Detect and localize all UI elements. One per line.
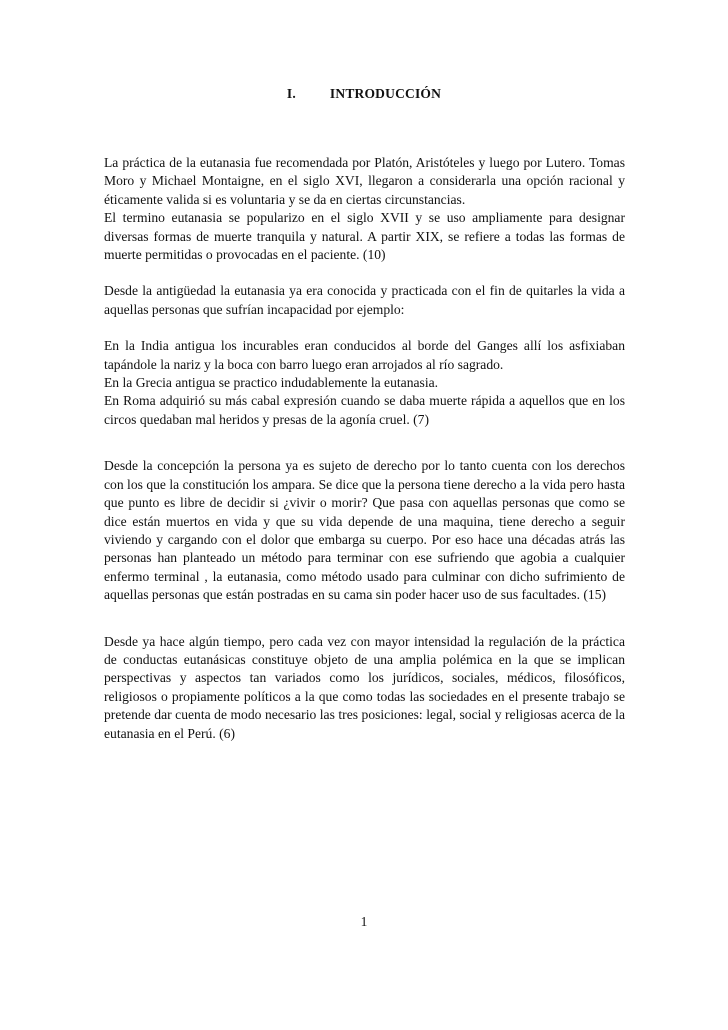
- paragraph-line: El termino eutanasia se popularizo en el siglo XVII y se uso ampliamente para designar diversas formas de muerte tranquila y natural. A partir XIX, se refiere a todas las formas de muerte permitidas o provocadas en el paciente. (10): [104, 210, 625, 263]
- document-body: [104, 154, 625, 743]
- paragraph-4: [104, 457, 625, 604]
- section-number: I.: [286, 86, 296, 101]
- paragraph-line: En Roma adquirió su más cabal expresión cuando se daba muerte rápida a aquellos que en los circos quedaban mal heridos y presas de la agonía cruel. (7): [104, 393, 625, 427]
- section-title: INTRODUCCIÓN: [329, 86, 442, 101]
- paragraph-2: [104, 282, 625, 319]
- paragraph-line: Desde ya hace algún tiempo, pero cada vez con mayor intensidad la regulación de la práctica de conductas eutanásicas constituye objeto de una amplia polémica en la que se implican perspectivas y aspectos tan variados como los jurídicos, sociales, médicos, filosóficos, religiosos o propiamente políticos a la que como todas las sociedades en el presente trabajo se pretende dar cuenta de modo necesario las tres posiciones: legal, social y religiosas acerca de la eutanasia en el Perú. (6): [104, 633, 625, 741]
- paragraph-line: En la Grecia antigua se practico indudablemente la eutanasia.: [104, 375, 439, 391]
- paragraph-line: Desde la concepción la persona ya es sujeto de derecho por lo tanto cuenta con los derechos con los que la constitución los ampara. Se dice que la persona tiene derecho a la vida pero hasta que punto es libre de decidir si ¿vivir o morir? Que pasa con aquellas personas que como se dice están muertos en vida y que su vida depende de una maquina, tiene derecho a seguir viviendo y cargando con el dolor que embarga su cuerpo. Por eso hace una décadas atrás las personas han planteado un método para terminar con ese sufriendo que agobia a cualquier enfermo terminal , la eutanasia, como método usado para culminar con dicho sufrimiento de aquellas personas que están postradas en su cama sin poder hacer uso de sus facultades. (15): [104, 458, 625, 603]
- paragraph-line: La práctica de la eutanasia fue recomendada por Platón, Aristóteles y luego por Lutero. Tomas Moro y Michael Montaigne, en el siglo XVI, llegaron a considerarla una opción racional y éticamente valida si es voluntaria y se da en ciertas circunstancias.: [104, 155, 625, 207]
- paragraph-3: [104, 337, 625, 429]
- page-number: 1: [360, 914, 368, 929]
- paragraph-5: [104, 633, 625, 743]
- paragraph-line: En la India antigua los incurables eran conducidos al borde del Ganges allí los asfixiaban tapándole la nariz y la boca con barro luego eran arrojados al río sagrado.: [104, 338, 625, 372]
- paragraph-1: [104, 154, 625, 264]
- paragraph-line: Desde la antigüedad la eutanasia ya era conocida y practicada con el fin de quitarles la vida a aquellas personas que sufrían incapacidad por ejemplo:: [104, 283, 625, 317]
- section-heading: [0, 86, 728, 102]
